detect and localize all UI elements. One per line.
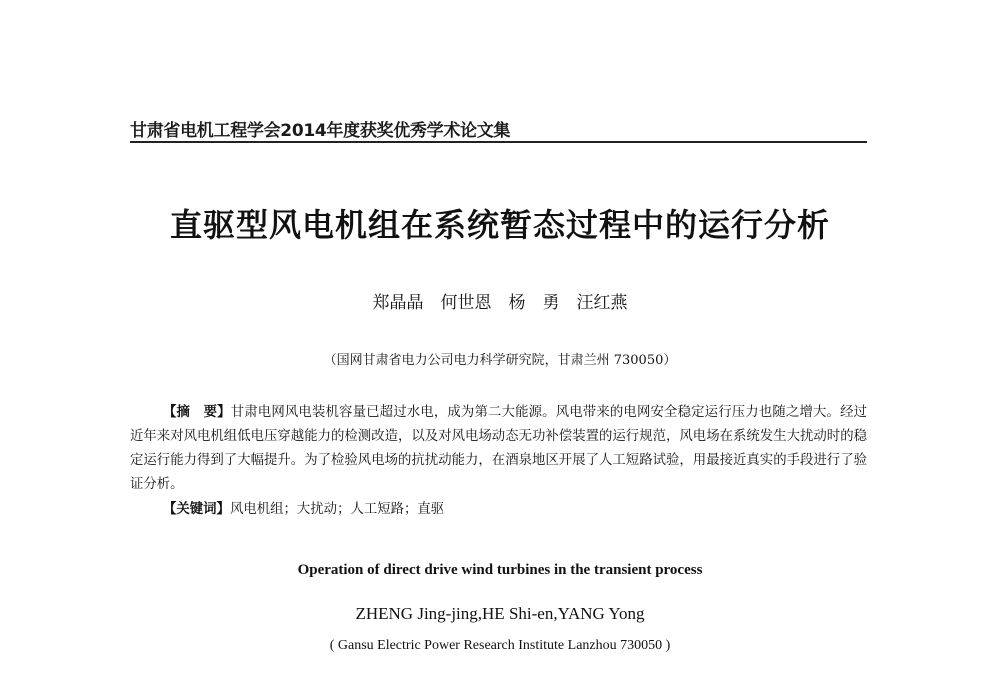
paper-authors: 郑晶晶 何世恩 杨 勇 汪红燕 xyxy=(372,293,628,313)
english-title: Operation of direct drive wind turbines in the transient process xyxy=(297,562,703,578)
english-authors: ZHENG Jing-jing,HE Shi-en,YANG Yong xyxy=(355,604,645,623)
keywords-text: 风电机组；大扰动；人工短路；直驱 xyxy=(229,502,445,517)
abstract-block xyxy=(130,401,867,497)
keywords-block xyxy=(163,498,444,522)
abstract-text: 甘肃电网风电装机容量已超过水电，成为第二大能源。风电带来的电网安全稳定运行压力也随之增大。经过近年来对风电机组低电压穿越能力的检测改造，以及对风电场动态无功补偿装置的运行规范，风电场在系统发生大扰动时的稳定运行能力得到了大幅提升。为了检验风电场的抗扰动能力，在酒泉地区开展了人工短路试验，用最接近真实的手段进行了验证分析。 xyxy=(130,405,868,492)
journal-header: 甘肃省电机工程学会2014年度获奖优秀学术论文集 xyxy=(130,121,511,141)
header-rule xyxy=(130,141,867,143)
abstract-label: 【摘 要】 xyxy=(163,405,231,420)
paper-title: 直驱型风电机组在系统暂态过程中的运行分析 xyxy=(169,206,830,244)
keywords-label: 【关键词】 xyxy=(163,502,230,517)
english-affiliation: ( Gansu Electric Power Research Institute Lanzhou 730050 ) xyxy=(329,638,671,653)
paper-affiliation: （国网甘肃省电力公司电力科学研究院，甘肃兰州 730050） xyxy=(323,353,677,368)
